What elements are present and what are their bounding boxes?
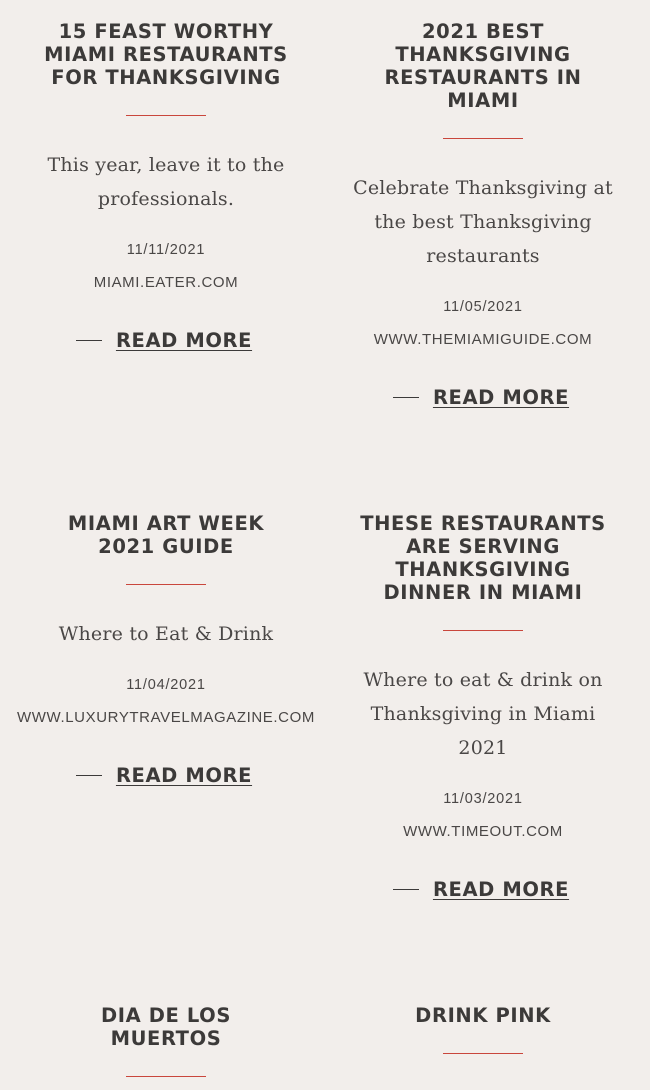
read-more-link[interactable]: READ MORE bbox=[432, 878, 570, 901]
title-divider bbox=[443, 1053, 523, 1054]
read-more-row bbox=[12, 764, 316, 787]
title-divider bbox=[443, 138, 523, 139]
post-excerpt: Where to eat & drink on Thanksgiving in Miami 2021 bbox=[363, 669, 603, 759]
post-excerpt: Celebrate Thanksgiving at the best Thanksgiving restaurants bbox=[353, 177, 613, 267]
read-more-link[interactable]: READ MORE bbox=[115, 764, 253, 787]
title-divider bbox=[126, 115, 206, 116]
post-source: MIAMI.EATER.COM bbox=[93, 274, 239, 291]
post-source: WWW.TIMEOUT.COM bbox=[403, 823, 563, 840]
post-card bbox=[333, 512, 633, 901]
dash-decoration bbox=[76, 775, 102, 777]
post-title[interactable]: 15 FEAST WORTHY MIAMI RESTAURANTS FOR THANKSGIVING bbox=[44, 20, 288, 89]
post-title[interactable]: THESE RESTAURANTS ARE SERVING THANKSGIVING DINNER IN MIAMI bbox=[360, 512, 606, 604]
read-more-row bbox=[329, 878, 633, 901]
post-title[interactable]: DRINK PINK bbox=[415, 1004, 551, 1027]
title-divider bbox=[126, 584, 206, 585]
post-date: 11/11/2021 bbox=[126, 242, 206, 258]
post-title[interactable]: MIAMI ART WEEK 2021 GUIDE bbox=[67, 512, 265, 558]
title-divider bbox=[126, 1076, 206, 1077]
post-card bbox=[333, 20, 633, 409]
read-more-row bbox=[329, 386, 633, 409]
title-divider bbox=[443, 630, 523, 631]
dash-decoration bbox=[393, 397, 419, 399]
post-card bbox=[333, 1004, 633, 1054]
post-excerpt: Where to Eat & Drink bbox=[58, 623, 274, 645]
read-more-row bbox=[12, 329, 316, 352]
post-date: 11/05/2021 bbox=[443, 299, 523, 315]
post-title[interactable]: 2021 BEST THANKSGIVING RESTAURANTS IN MIAMI bbox=[384, 20, 582, 112]
post-excerpt: This year, leave it to the professionals. bbox=[47, 154, 285, 210]
post-card bbox=[16, 1004, 316, 1077]
post-source: WWW.THEMIAMIGUIDE.COM bbox=[373, 331, 593, 348]
post-date: 11/04/2021 bbox=[126, 677, 206, 693]
post-date: 11/03/2021 bbox=[443, 791, 523, 807]
post-title[interactable]: DIA DE LOS MUERTOS bbox=[101, 1004, 231, 1050]
dash-decoration bbox=[76, 340, 102, 342]
dash-decoration bbox=[393, 889, 419, 891]
read-more-link[interactable]: READ MORE bbox=[432, 386, 570, 409]
post-card bbox=[16, 512, 316, 787]
post-source: WWW.LUXURYTRAVELMAGAZINE.COM bbox=[17, 709, 315, 726]
post-card bbox=[16, 20, 316, 352]
read-more-link[interactable]: READ MORE bbox=[115, 329, 253, 352]
